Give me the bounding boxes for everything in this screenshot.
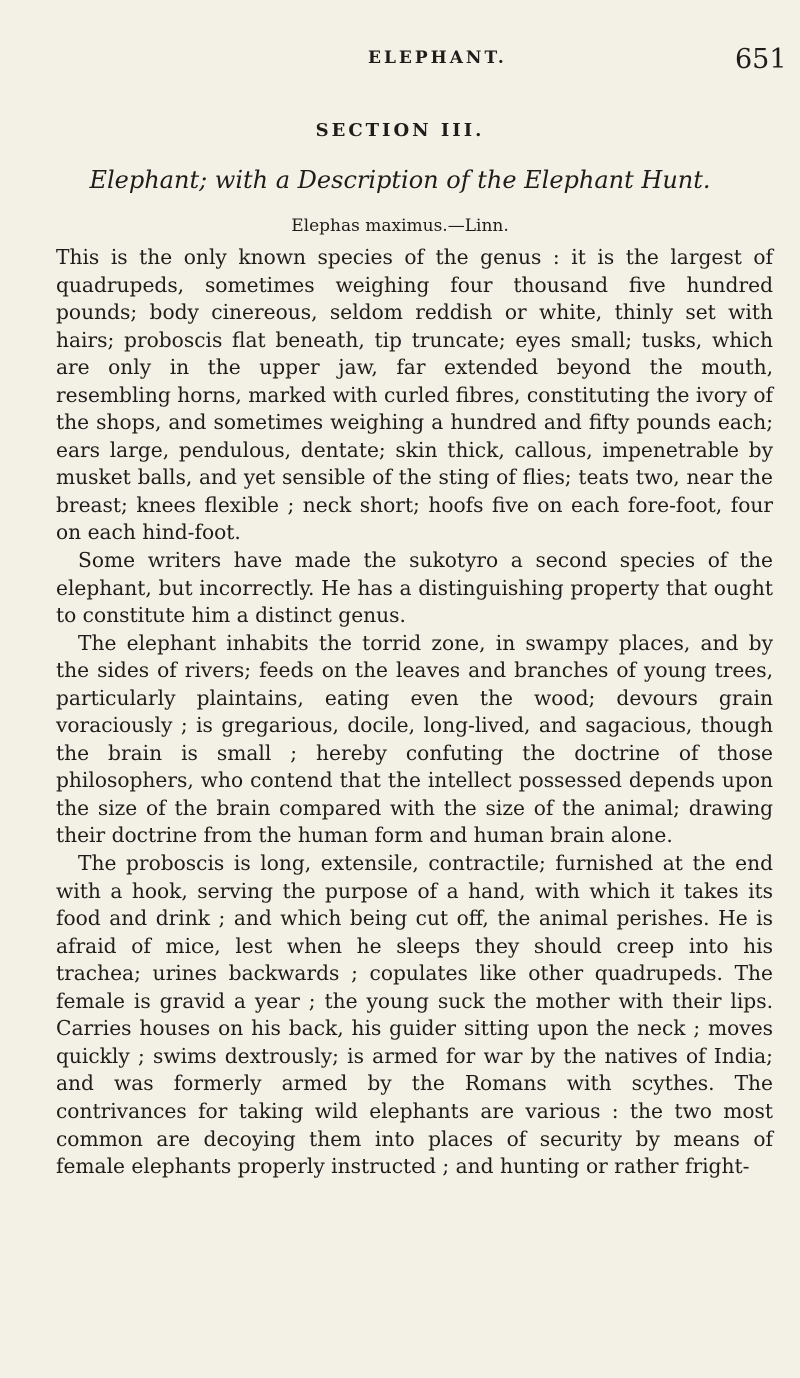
section-heading: SECTION III. bbox=[315, 120, 485, 141]
paragraph: The elephant inhabits the torrid zone, in swampy places, and by the sides of rivers; feeds on the leaves and branches of young trees, particularly plaintains, eating even the wood; devours grain voraciously ; is gregarious, docile, long-lived, and sagacious, though the brain is small ; hereby confuting the doctrine of those philosophers, who contend that the intellect possessed depends upon the size of the brain compared with the size of the animal; drawing their doctrine from the human form and human brain alone. bbox=[56, 630, 773, 848]
paragraph: The proboscis is long, extensile, contractile; furnished at the end with a hook, serving the purpose of a hand, with which it takes its food and drink ; and which being cut off, the animal perishes. He is afraid of mice, lest when he sleeps they should creep into his trachea; urines backwards ; copulates like other quadrupeds. The female is gravid a year ; the young suck the mother with their lips. Carries houses on his back, his guider sitting upon the neck ; moves quickly ; swims dextrously; is armed for war by the natives of India; and was formerly armed by the Romans with scythes. The contrivances for taking wild elephants are various : the two most common are decoying them into places of security by means of female elephants properly instructed ; and hunting or rather fright- bbox=[56, 851, 773, 1179]
paragraph: This is the only known species of the genus : it is the largest of quadrupeds, sometimes weighing four thousand five hundred pounds; body cinereous, seldom reddish or white, thinly set with hairs; proboscis flat beneath, tip truncate; eyes small; tusks, which are only in the upper jaw, far extended beyond the mouth, resembling horns, marked with curled fibres, constituting the ivory of the shops, and sometimes weighing a hundred and fifty pounds each; ears large, pendulous, dentate; skin thick, callous, impenetrable by musket balls, and yet sensible of the sting of flies; teats two, near the breast; knees flexible ; neck short; hoofs five on each fore-foot, four on each hind-foot. bbox=[56, 245, 773, 545]
chapter-title: Elephant; with a Description of the Elephant Hunt. bbox=[89, 166, 711, 194]
page-number: 651 bbox=[735, 44, 787, 75]
running-head bbox=[0, 44, 800, 78]
body-text bbox=[56, 244, 773, 1181]
running-title: ELEPHANT. bbox=[368, 48, 507, 68]
paragraph: Some writers have made the sukotyro a second species of the elephant, but incorrectly. He has a distinguishing property that ought to constitute him a distinct genus. bbox=[56, 548, 773, 628]
scientific-name: Elephas maximus.—Linn. bbox=[291, 216, 509, 236]
